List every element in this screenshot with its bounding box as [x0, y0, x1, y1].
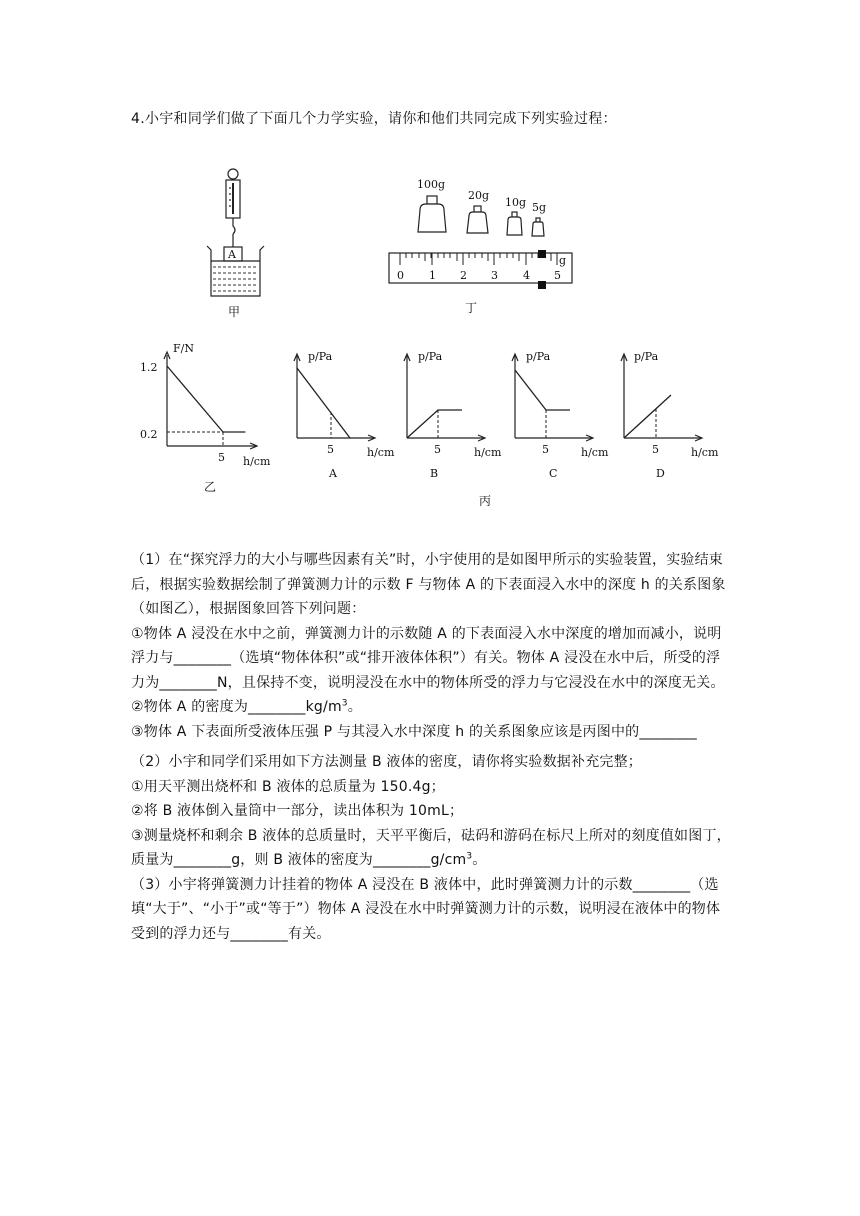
part1-item2	[131, 695, 731, 720]
weight-100g-label: 100g	[417, 178, 446, 191]
bing-a-xlabel: h/cm	[367, 446, 395, 459]
weight-20g-knob	[474, 206, 481, 212]
question-body	[131, 548, 731, 946]
ruler-tick-0: 0	[397, 269, 404, 282]
part2-item3	[131, 824, 731, 873]
yi-xtick-5: 5	[218, 451, 225, 464]
part1-intro: （1）在“探究浮力的大小与哪些因素有关”时，小宇使用的是如图甲所示的实验装置，实验结束后，根据实验数据绘制了弹簧测力计的示数 F 与物体 A 的下表面浸入水中的深度 h 的关系图象（如图乙），根据图象回答下列问题：	[131, 552, 726, 617]
bing-c-line	[515, 370, 570, 410]
water-dashes	[213, 267, 258, 291]
part2-item2: ②将 B 液体倒入量筒中一部分，读出体积为 10mL；	[131, 803, 464, 819]
part2-item3-text: ③测量烧杯和剩余 B 液体的总质量时，天平平衡后，砝码和游码在标尺上所对的刻度值如图丁，质量为________g，则 B 液体的密度为________g/cm	[131, 827, 731, 868]
ruler-tick-1: 1	[429, 269, 436, 282]
weight-10g	[507, 217, 522, 235]
part1-item1: ①物体 A 浸没在水中之前，弹簧测力计的示数随 A 的下表面浸入水中深度的增加而减小，说明浮力与________（选填“物体体积”或“排开液体体积”）有关。物体 A 浸没在水中后，所受的浮力为________N，且保持不变，说明浸没在水中的物体所受的浮力与它浸没在水中的深度无关。	[131, 625, 725, 691]
ruler-tick-3: 3	[491, 269, 498, 282]
figure-ding-label: 丁	[465, 301, 478, 315]
weight-5g-label: 5g	[532, 201, 547, 214]
bing-b-ylabel: p/Pa	[418, 350, 443, 363]
bing-graph-a	[294, 354, 375, 441]
bing-c-xlabel: h/cm	[581, 446, 609, 459]
yi-ylabel: F/N	[173, 342, 194, 355]
figure-jia	[207, 169, 264, 296]
bing-b-line	[407, 410, 462, 438]
bing-d-ylabel: p/Pa	[634, 350, 659, 363]
bing-b-xlabel: h/cm	[474, 446, 502, 459]
weight-5g	[532, 222, 544, 236]
weight-20g	[467, 212, 488, 233]
yi-series-line	[167, 366, 245, 432]
weight-10g-knob	[512, 212, 517, 217]
bing-a-line	[297, 368, 350, 438]
question-title: 4.小宇和同学们做了下面几个力学实验，请你和他们共同完成下列实验过程：	[131, 111, 617, 127]
part2-item3-end: 。	[472, 852, 487, 868]
yi-ytick-0-2: 0.2	[140, 428, 158, 441]
figure-yi	[164, 352, 257, 449]
bing-c-xtick: 5	[542, 443, 549, 456]
yi-xlabel: h/cm	[243, 455, 271, 468]
part1-item2-end: 。	[347, 699, 362, 715]
ruler-unit: g	[559, 254, 567, 267]
figure-jia-label: 甲	[228, 305, 241, 319]
part2-item1: ①用天平测出烧杯和 B 液体的总质量为 150.4g；	[131, 778, 445, 795]
weight-100g-knob	[427, 196, 437, 204]
bing-graph-c	[512, 354, 593, 441]
bing-option-c: C	[549, 467, 558, 480]
ruler-tick-5: 5	[554, 269, 561, 282]
weight-20g-label: 20g	[468, 189, 490, 202]
bing-a-xtick: 5	[327, 443, 334, 456]
part2-item3-sup: 3	[466, 851, 473, 862]
bing-b-xtick: 5	[434, 443, 441, 456]
part1-item2-sup: 3	[341, 698, 348, 709]
bing-d-xlabel: h/cm	[691, 446, 719, 459]
figures	[0, 0, 860, 520]
rider-top	[538, 250, 546, 258]
scale-ring	[228, 169, 238, 179]
ruler-tick-4: 4	[523, 269, 530, 282]
bing-option-b: B	[430, 467, 439, 480]
part3: （3）小宇将弹簧测力计挂着的物体 A 浸没在 B 液体中，此时弹簧测力计的示数________（选填“大于”、“小于”或“等于”）物体 A 浸没在水中时弹簧测力计的示数，说明浸在液体中的物体受到的浮力还与________有关。	[131, 876, 721, 942]
figures-svg	[0, 0, 860, 520]
weight-10g-label: 10g	[505, 196, 527, 209]
part1-item2-text: ②物体 A 的密度为________kg/m	[131, 699, 342, 715]
block-a-label: A	[228, 248, 236, 261]
bing-a-ylabel: p/Pa	[308, 350, 333, 363]
bing-option-d: D	[656, 467, 665, 480]
bing-graph-d	[621, 354, 702, 441]
part2-intro: （2）小宇和同学们采用如下方法测量 B 液体的密度，请你将实验数据补充完整；	[131, 754, 643, 770]
weight-100g	[418, 204, 446, 232]
bing-c-ylabel: p/Pa	[526, 350, 551, 363]
bing-d-line	[624, 395, 671, 438]
ruler-tick-2: 2	[460, 269, 467, 282]
bing-d-xtick: 5	[652, 443, 659, 456]
part1-item3: ③物体 A 下表面所受液体压强 P 与其浸入水中深度 h 的关系图象应该是丙图中的________	[131, 723, 697, 740]
bing-graph-b	[404, 354, 485, 441]
figure-yi-label: 乙	[204, 480, 217, 494]
figure-bing-label: 丙	[479, 494, 492, 508]
yi-ytick-1-2: 1.2	[140, 361, 158, 374]
rider-bottom	[538, 281, 546, 289]
bing-option-a: A	[329, 467, 337, 480]
scale-hook	[233, 218, 235, 234]
